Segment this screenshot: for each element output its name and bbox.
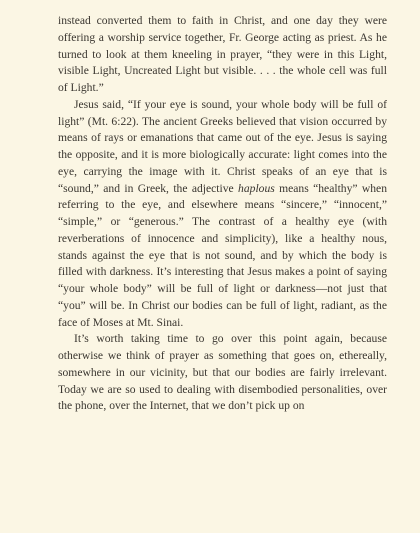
greek-term-haplous: haplous [238, 181, 275, 195]
paragraph-2-text-b: means “healthy” when referring to the eye, and elsewhere means “sincere,” “innocent,” “simple,” or “generous.” The contrast of a healthy eye (with reverberations of innocence and simplicity), like a healthy nous, stands against the eye that is not sound, and by which the body is filled with darkness. It’s interesting that Jesus makes a point of saying “your whole body” will be full of light or darkness—not just that “you” will be. In Christ our bodies can be full of light, radiant, as the face of Moses at Mt. Sinai. [58, 181, 387, 329]
paragraph-3 [58, 331, 387, 415]
paragraph-2-text-a: Jesus said, “If your eye is sound, your whole body will be full of light” (Mt. 6:22). The ancient Greeks believed that vision occurred by means of rays or emanations that came out of the eye. Jesus is saying the opposite, and it is more biologically accurate: light comes into the eye, carrying the image with it. Christ speaks of an eye that is “sound,” and in Greek, the adjective [58, 97, 387, 195]
paragraph-2 [58, 97, 387, 332]
paragraph-1 [58, 13, 387, 97]
book-page [58, 13, 387, 415]
paragraph-1-text: instead converted them to faith in Christ, and one day they were offering a worship service together, Fr. George acting as priest. As he turned to look at them kneeling in prayer, “they were in this Light, visible Light, Uncreated Light but visible. . . . the whole cell was full of Light.” [58, 14, 387, 94]
paragraph-3-text: It’s worth taking time to go over this point again, because otherwise we think of prayer as something that goes on, ethereally, somewhere in our vicinity, but that our bodies are fairly irrelevant. Today we are so used to dealing with disembodied personalities, over the phone, over the Internet, that we don’t pick up on [58, 332, 387, 413]
